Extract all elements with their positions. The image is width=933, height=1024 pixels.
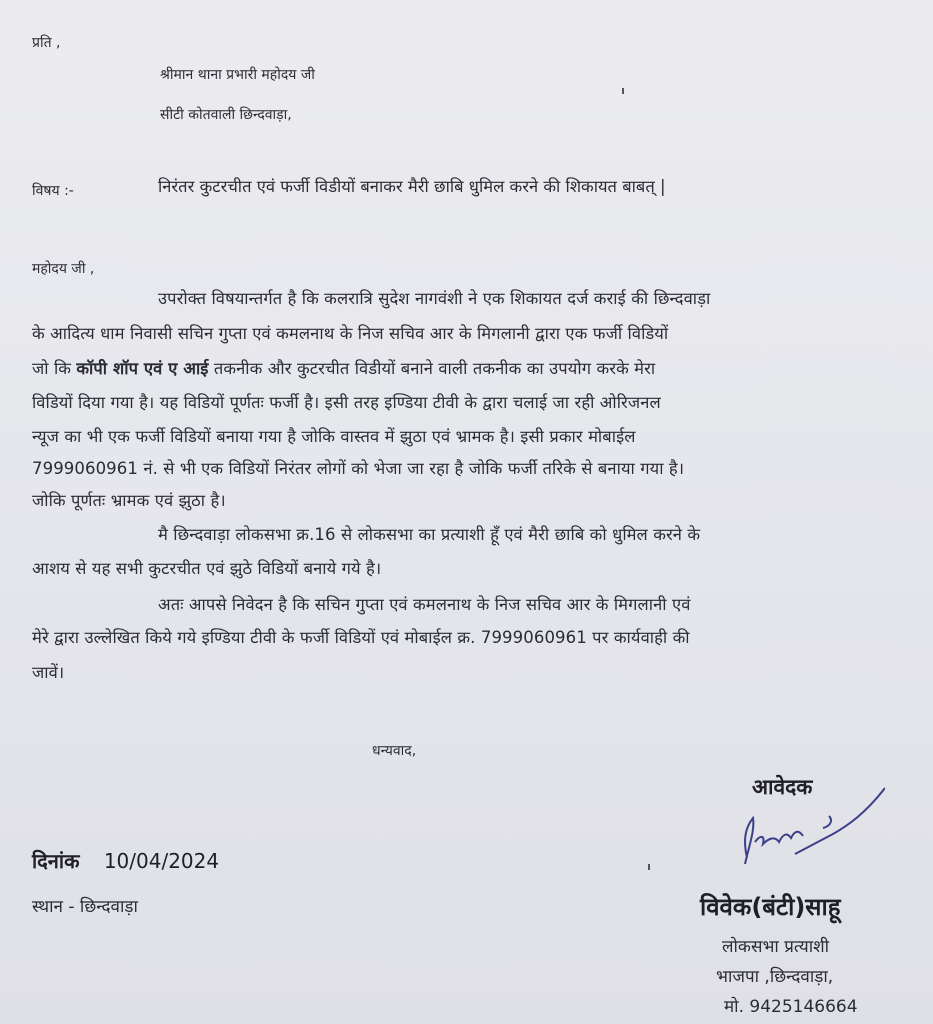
para1-line-1: उपरोक्त विषयान्तर्गत है कि कलरात्रि सुदेश नागवंशी ने एक शिकायत दर्ज कराई की छिन्दवाड़ा xyxy=(158,289,711,308)
applicant-designation: लोकसभा प्रत्याशी xyxy=(722,937,830,957)
applicant-label: आवेदक xyxy=(752,775,813,799)
para1-line-6: 7999060961 नं. से भी एक विडियों निरंतर लोगों को भेजा जा रहा है जोकि फर्जी तरिके से बनाया गया है। xyxy=(32,459,685,478)
addressee-line-2: सीटी कोतवाली छिन्दवाड़ा, xyxy=(160,107,292,123)
date-label: दिनांक xyxy=(32,849,80,873)
thanks-text: धन्यवाद, xyxy=(372,743,417,759)
subject-label: विषय :- xyxy=(32,183,74,199)
para1-line-3-start: जो कि xyxy=(32,359,72,378)
para1-line-3 xyxy=(32,358,655,380)
signature-mark xyxy=(725,780,885,870)
place-text: स्थान - छिन्दवाड़ा xyxy=(32,897,138,917)
speck-mark xyxy=(648,864,650,870)
para2-line-1: मै छिन्दवाड़ा लोकसभा क्र.16 से लोकसभा का प्रत्याशी हूँ एवं मैरी छाबि को धुमिल करने के xyxy=(158,525,701,544)
para1-line-3-bold: कॉपी शॉप एवं ए आई xyxy=(76,359,209,378)
para1-line-4: विडियों दिया गया है। यह विडियों पूर्णतः फर्जी है। इसी तरह इण्डिया टीवी के द्वारा चलाई जा रही ओरिजनल xyxy=(32,393,661,412)
salutation: महोदय जी , xyxy=(32,261,95,277)
para1-line-2: के आदित्य धाम निवासी सचिन गुप्ता एवं कमलनाथ के निज सचिव आर के मिगलानी द्वारा एक फर्जी विडियों xyxy=(32,324,669,343)
para1-line-7: जोकि पूर्णतः भ्रामक एवं झुठा है। xyxy=(32,491,226,510)
para1-line-5: न्यूज का भी एक फर्जी विडियों बनाया गया है जोकि वास्तव में झुठा एवं भ्रामक है। इसी प्रकार मोबाईल xyxy=(32,427,636,446)
applicant-party: भाजपा ,छिन्दवाड़ा, xyxy=(716,967,834,987)
subject-text: निरंतर कुटरचीत एवं फर्जी विडीयों बनाकर मैरी छाबि धुमिल करने की शिकायत बाबत् | xyxy=(158,177,666,196)
speck-mark xyxy=(622,88,624,94)
para3-line-3: जावें। xyxy=(32,663,65,682)
addressee-line-1: श्रीमान थाना प्रभारी महोदय जी xyxy=(160,67,315,83)
recipient-prefix: प्रति , xyxy=(32,35,61,51)
date-value: 10/04/2024 xyxy=(103,849,220,873)
applicant-name: विवेक(बंटी)साहू xyxy=(700,893,841,921)
para1-line-3-end: तकनीक और कुटरचीत विडीयों बनाने वाली तकनीक का उपयोग करके मेरा xyxy=(213,359,656,378)
applicant-mobile: मो. 9425146664 xyxy=(724,997,858,1017)
para2-line-2: आशय से यह सभी कुटरचीत एवं झुठे विडियों बनाये गये है। xyxy=(32,559,382,578)
para3-line-2: मेरे द्वारा उल्लेखित किये गये इण्डिया टीवी के फर्जी विडियों एवं मोबाईल क्र. 7999060961 पर कार्यवाही की xyxy=(32,628,690,647)
date-row xyxy=(32,850,219,872)
para3-line-1: अतः आपसे निवेदन है कि सचिन गुप्ता एवं कमलनाथ के निज सचिव आर के मिगलानी एवं xyxy=(158,595,691,614)
